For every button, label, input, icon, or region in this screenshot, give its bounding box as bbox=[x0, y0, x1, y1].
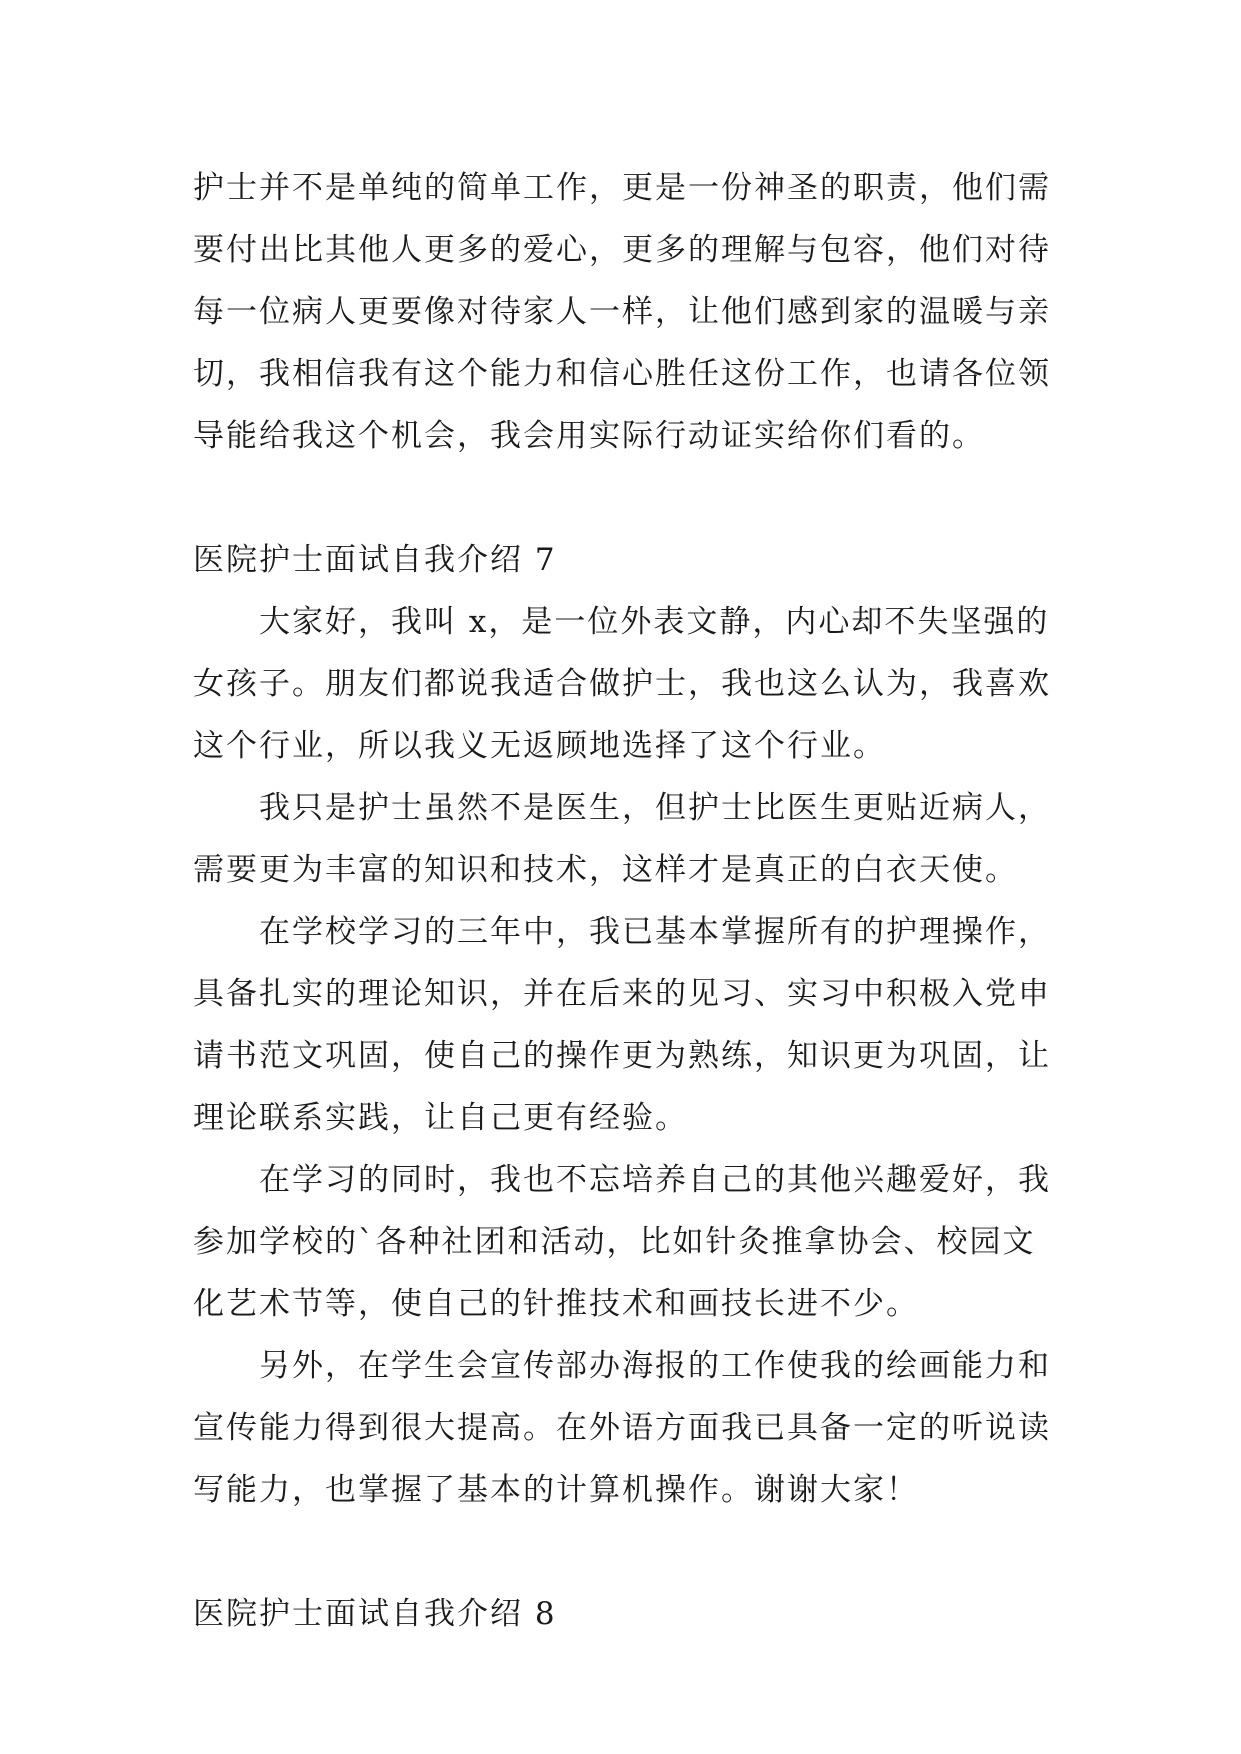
paragraph: 我只是护士虽然不是医生，但护士比医生更贴近病人，需要更为丰富的知识和技术，这样才是真正的白衣天使。 bbox=[193, 790, 1051, 888]
section-heading-7: 医院护士面试自我介绍 7 bbox=[193, 542, 557, 578]
document-body bbox=[193, 157, 1065, 1645]
paragraph: 在学习的同时，我也不忘培养自己的其他兴趣爱好，我参加学校的`各种社团和活动，比如针灸推拿协会、校园文化艺术节等，使自己的针推技术和画技长进不少。 bbox=[193, 1162, 1051, 1322]
paragraph: 在学校学习的三年中，我已基本掌握所有的护理操作，具备扎实的理论知识，并在后来的见习、实习中积极入党申请书范文巩固，使自己的操作更为熟练，知识更为巩固，让理论联系实践，让自己更有经验。 bbox=[193, 914, 1051, 1136]
section-gap bbox=[193, 467, 1065, 529]
section-gap bbox=[193, 1521, 1065, 1583]
intro-paragraph: 护士并不是单纯的简单工作，更是一份神圣的职责，他们需要付出比其他人更多的爱心，更多的理解与包容，他们对待每一位病人更要像对待家人一样，让他们感到家的温暖与亲切，我相信我有这个能力和信心胜任这份工作，也请各位领导能给我这个机会，我会用实际行动证实给你们看的。 bbox=[193, 170, 1051, 454]
paragraph: 另外，在学生会宣传部办海报的工作使我的绘画能力和宣传能力得到很大提高。在外语方面我已具备一定的听说读写能力，也掌握了基本的计算机操作。谢谢大家！ bbox=[193, 1348, 1051, 1508]
paragraph: 大家好，我叫 x，是一位外表文静，内心却不失坚强的女孩子。朋友们都说我适合做护士，我也这么认为，我喜欢这个行业，所以我义无返顾地选择了这个行业。 bbox=[193, 604, 1051, 764]
section-heading-8: 医院护士面试自我介绍 8 bbox=[193, 1596, 557, 1632]
